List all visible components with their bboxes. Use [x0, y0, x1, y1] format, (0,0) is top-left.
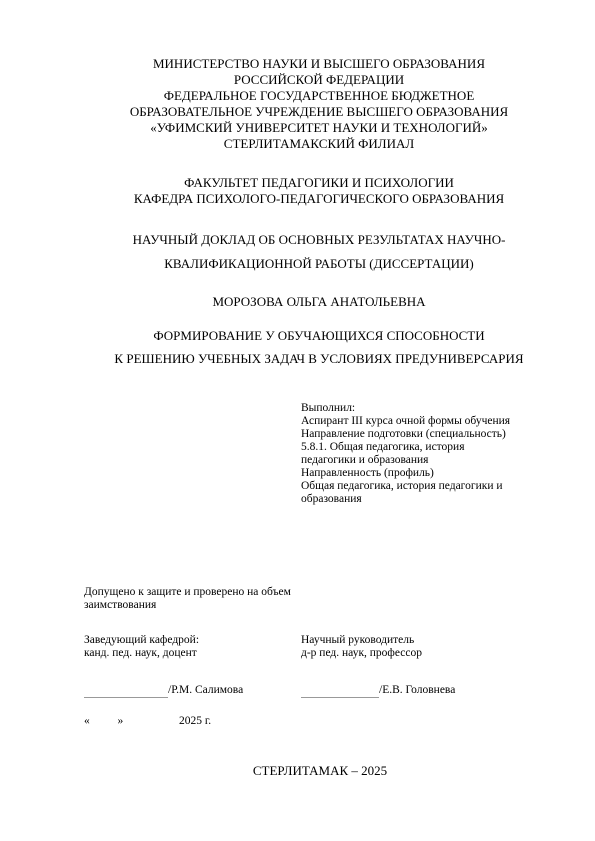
performer-line: 5.8.1. Общая педагогика, история: [301, 441, 465, 453]
head-name: /Р.М. Салимова: [168, 684, 244, 696]
report-title-line: НАУЧНЫЙ ДОКЛАД ОБ ОСНОВНЫХ РЕЗУЛЬТАТАХ НАУЧНО-: [132, 232, 506, 247]
ministry-header: [40, 56, 595, 152]
author-name-block: [40, 294, 595, 310]
supervisor-title: Научный руководитель: [301, 634, 415, 646]
supervisor-degree: д-р пед. наук, профессор: [301, 647, 422, 659]
date-year: 2025 г.: [179, 715, 212, 727]
supervisor: [301, 634, 422, 660]
admission-line: заимствования: [84, 599, 157, 611]
performer-line: образования: [301, 493, 362, 505]
department-name: КАФЕДРА ПСИХОЛОГО-ПЕДАГОГИЧЕСКОГО ОБРАЗОВАНИЯ: [133, 191, 505, 206]
admission-note: [84, 586, 291, 612]
header-line: «УФИМСКИЙ УНИВЕРСИТЕТ НАУКИ И ТЕХНОЛОГИЙ»: [150, 120, 488, 135]
performer-line: Выполнил:: [301, 402, 356, 414]
performer-line: Направленность (профиль): [301, 467, 434, 479]
performer-line: педагогики и образования: [301, 454, 429, 466]
header-line: ОБРАЗОВАТЕЛЬНОЕ УЧРЕЖДЕНИЕ ВЫСШЕГО ОБРАЗОВАНИЯ: [129, 104, 509, 119]
dissertation-topic: [40, 324, 595, 370]
header-line: ФЕДЕРАЛЬНОЕ ГОСУДАРСТВЕННОЕ БЮДЖЕТНОЕ: [163, 88, 475, 103]
head-signature: [84, 684, 243, 698]
header-line: СТЕРЛИТАМАКСКИЙ ФИЛИАЛ: [223, 136, 415, 151]
date-open-quote: «: [84, 715, 90, 727]
performer-line: Аспирант III курса очной формы обучения: [301, 415, 511, 427]
head-of-department: [84, 634, 199, 660]
supervisor-signature: [301, 684, 455, 698]
date-close-quote: »: [117, 715, 124, 727]
footer-city-year: [0, 763, 595, 779]
author-name: МОРОЗОВА ОЛЬГА АНАТОЛЬЕВНА: [212, 294, 426, 309]
performer-line: Направление подготовки (специальность): [301, 428, 506, 440]
approval-date: [84, 715, 211, 728]
topic-line: ФОРМИРОВАНИЕ У ОБУЧАЮЩИХСЯ СПОСОБНОСТИ: [153, 328, 485, 343]
report-title: [40, 228, 595, 276]
performer-line: Общая педагогика, история педагогики и: [301, 480, 503, 492]
footer-text: СТЕРЛИТАМАК – 2025: [252, 763, 388, 778]
header-line: МИНИСТЕРСТВО НАУКИ И ВЫСШЕГО ОБРАЗОВАНИЯ: [152, 56, 485, 71]
topic-line: К РЕШЕНИЮ УЧЕБНЫХ ЗАДАЧ В УСЛОВИЯХ ПРЕДУНИВЕРСАРИЯ: [114, 351, 524, 366]
admission-line: Допущено к защите и проверено на объем: [84, 586, 291, 598]
report-title-line: КВАЛИФИКАЦИОННОЙ РАБОТЫ (ДИССЕРТАЦИИ): [164, 256, 474, 271]
supervisor-signature-line: [301, 684, 379, 698]
head-degree: канд. пед. наук, доцент: [84, 647, 197, 659]
performer-info: [301, 402, 571, 506]
faculty-name: ФАКУЛЬТЕТ ПЕДАГОГИКИ И ПСИХОЛОГИИ: [184, 175, 454, 190]
supervisor-name: /Е.В. Головнева: [379, 684, 456, 696]
head-title: Заведующий кафедрой:: [84, 634, 200, 646]
header-line: РОССИЙСКОЙ ФЕДЕРАЦИИ: [233, 72, 405, 87]
head-signature-line: [84, 684, 168, 698]
faculty-block: [40, 175, 595, 207]
